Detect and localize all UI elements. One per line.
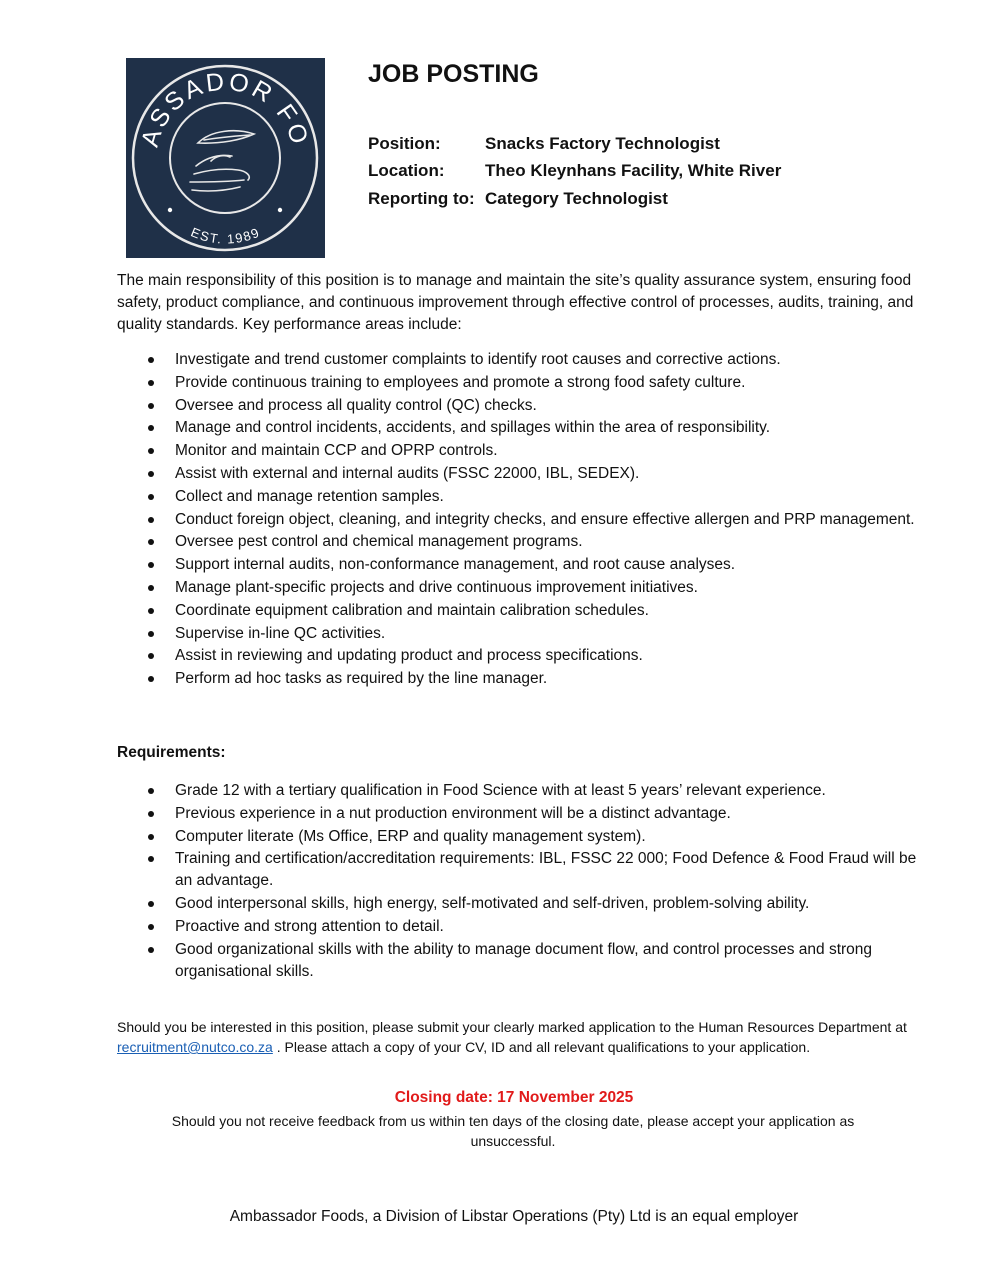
reporting-label: Reporting to:	[368, 188, 475, 208]
position-label: Position:	[368, 133, 441, 153]
list-item: Previous experience in a nut production environment will be a distinct advantage.	[117, 803, 917, 825]
logo-established-text: EST. 1989	[188, 224, 263, 247]
feedback-note: Should you not receive feedback from us within ten days of the closing date, please accept your application as unsuccessful.	[171, 1113, 855, 1149]
list-item: Support internal audits, non-conformance management, and root cause analyses.	[117, 554, 917, 576]
key-performance-areas-list	[117, 349, 917, 691]
location-label: Location:	[368, 161, 445, 181]
list-item: Proactive and strong attention to detail.	[117, 916, 917, 938]
company-logo	[126, 58, 325, 258]
list-item: Manage and control incidents, accidents, and spillages within the area of responsibility.	[117, 417, 917, 439]
list-item: Supervise in-line QC activities.	[117, 623, 917, 645]
application-text-after: . Please attach a copy of your CV, ID and all relevant qualifications to your application.	[272, 1039, 811, 1055]
footer-statement: Ambassador Foods, a Division of Libstar Operations (Pty) Ltd is an equal employer	[229, 1208, 799, 1225]
list-item: Oversee and process all quality control (QC) checks.	[117, 395, 917, 417]
list-item: Assist in reviewing and updating product and process specifications.	[117, 645, 917, 667]
list-item: Collect and manage retention samples.	[117, 486, 917, 508]
intro-paragraph: The main responsibility of this position is to manage and maintain the site’s quality assurance system, ensuring food safety, product compliance, and continuous improvement through effective control of processes, audits, training, and quality standards. Key performance areas include:	[117, 272, 914, 333]
requirements-list	[117, 780, 917, 984]
list-item: Monitor and maintain CCP and OPRP controls.	[117, 440, 917, 462]
list-item: Computer literate (Ms Office, ERP and quality management system).	[117, 826, 917, 848]
page-title: JOB POSTING	[368, 60, 539, 88]
location-row	[368, 158, 781, 186]
list-item: Provide continuous training to employees and promote a strong food safety culture.	[117, 372, 917, 394]
list-item: Good interpersonal skills, high energy, self-motivated and self-driven, problem-solving ability.	[117, 893, 917, 915]
job-meta	[368, 130, 781, 213]
list-item: Coordinate equipment calibration and maintain calibration schedules.	[117, 600, 917, 622]
list-item: Oversee pest control and chemical management programs.	[117, 531, 917, 553]
position-row	[368, 130, 781, 158]
recruitment-email-link[interactable]: recruitment@nutco.co.za	[117, 1039, 273, 1055]
list-item: Manage plant-specific projects and drive continuous improvement initiatives.	[117, 577, 917, 599]
list-item: Investigate and trend customer complaints to identify root causes and corrective actions.	[117, 349, 917, 371]
list-item: Training and certification/accreditation requirements: IBL, FSSC 22 000; Food Defence & Food Fraud will be an advantage.	[117, 848, 917, 892]
application-instructions	[117, 1017, 907, 1057]
list-item: Grade 12 with a tertiary qualification in Food Science with at least 5 years’ relevant experience.	[117, 780, 917, 802]
reporting-value: Category Technologist	[485, 188, 668, 208]
list-item: Conduct foreign object, cleaning, and integrity checks, and ensure effective allergen and PRP management.	[117, 509, 917, 531]
reporting-row	[368, 185, 781, 213]
position-value: Snacks Factory Technologist	[485, 133, 720, 153]
requirements-heading: Requirements:	[117, 744, 226, 761]
list-item: Perform ad hoc tasks as required by the line manager.	[117, 668, 917, 690]
list-item: Good organizational skills with the ability to manage document flow, and control processes and strong organisational skills.	[117, 939, 917, 983]
closing-date: Closing date: 17 November 2025	[394, 1089, 634, 1106]
list-item: Assist with external and internal audits (FSSC 22000, IBL, SEDEX).	[117, 463, 917, 485]
logo-brand-text: ASSADOR FO	[135, 67, 315, 151]
location-value: Theo Kleynhans Facility, White River	[485, 161, 782, 181]
application-text-before: Should you be interested in this position, please submit your clearly marked application to the Human Resources Department at	[117, 1019, 907, 1035]
